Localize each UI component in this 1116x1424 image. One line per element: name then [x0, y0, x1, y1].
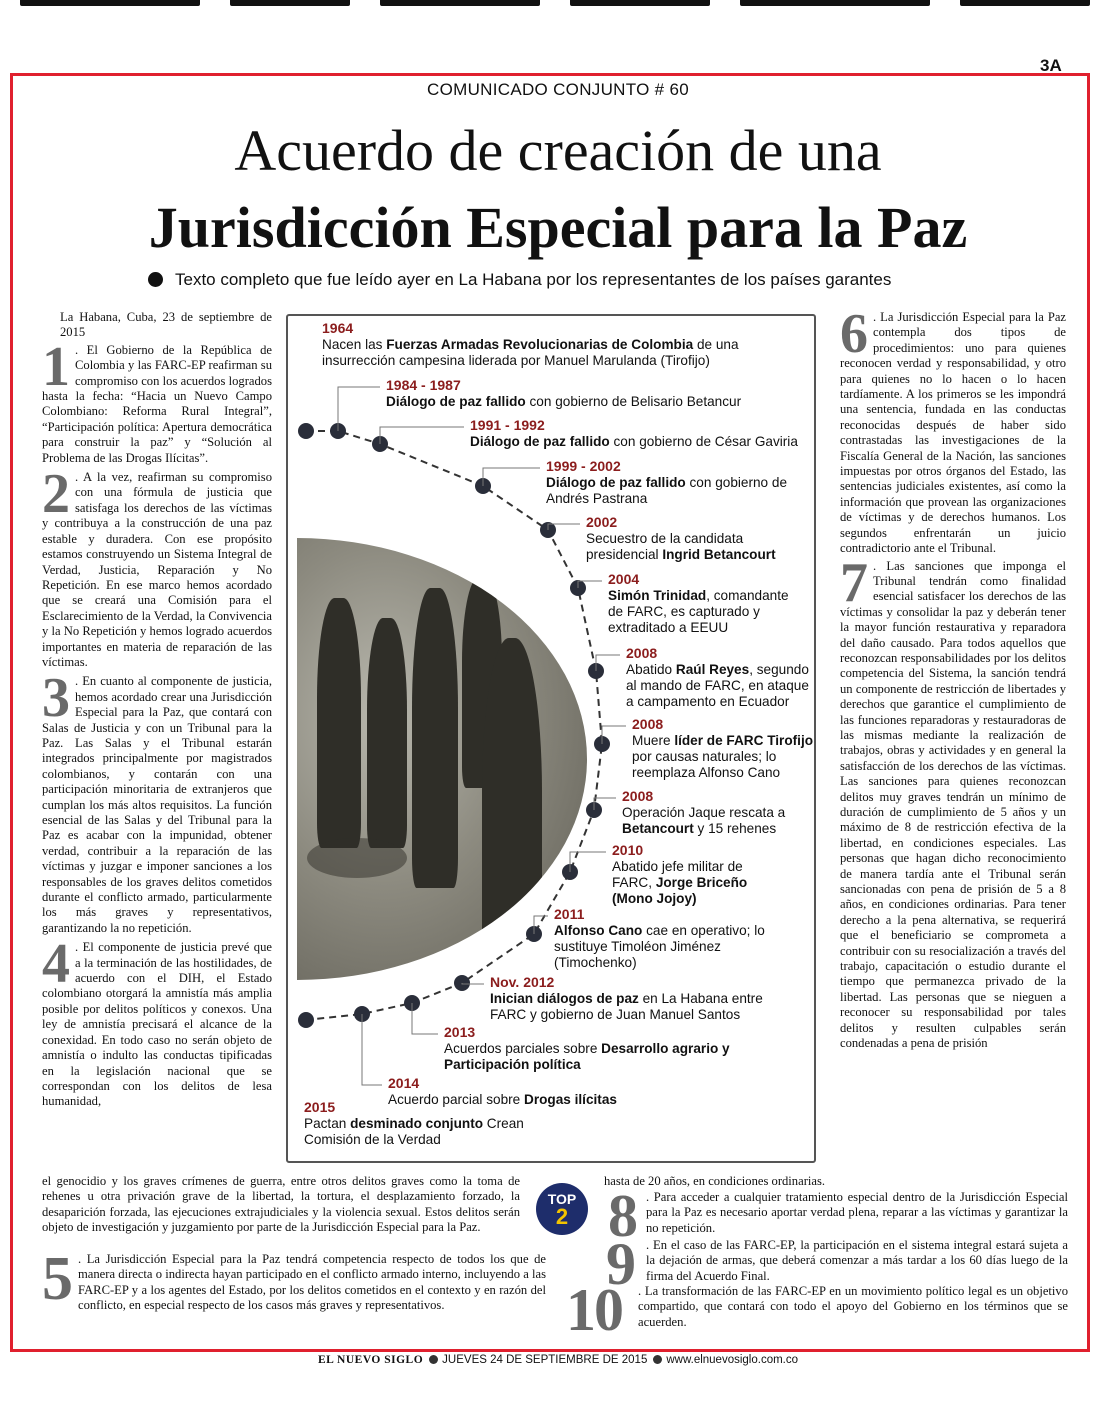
- timeline-event: [632, 716, 817, 781]
- timeline-text: , segundo al mando de FARC, en ataque a campamento en Ecuador: [626, 662, 809, 709]
- timeline-connector: [380, 427, 464, 444]
- timeline-connector: [362, 1014, 382, 1085]
- timeline-year: 2008: [632, 716, 664, 732]
- timeline-text: Acuerdos parciales sobre: [444, 1041, 602, 1056]
- timeline-dot: [298, 423, 314, 439]
- point-5: [42, 1245, 546, 1314]
- point-text: . A la vez, reafirman su compromiso con una fórmula de justicia que satisfaga los derechos de las víctimas y contribuya a la construcción de una paz estable y duradera. Con ese propósito estamos construyendo un Sistema Integral de Verdad, Justicia, Reparación y No Repetición. En ese marco hemos acordado que se creará una Comisión para el Esclarecimiento de la Verdad, la Convivencia y la No Repetición y hemos logrado acuerdos importantes en materia de reparación de las víctimas.: [42, 470, 272, 669]
- subtitle: [148, 270, 1048, 290]
- bullet-icon: [653, 1355, 662, 1364]
- timeline-text: y 15 rehenes: [693, 821, 777, 836]
- timeline-year: Nov. 2012: [490, 974, 555, 990]
- point-4-continuation: [42, 1174, 520, 1236]
- timeline-highlight: Fuerzas Armadas Revolucionarias de Colombia: [386, 337, 694, 352]
- timeline-event: [586, 514, 806, 563]
- point-text: . Para acceder a cualquier tratamiento especial dentro de la Jurisdicción Especial para la Paz es necesario aportar verdad plena, reparar a las víctimas y garantizar la no repetición.: [646, 1190, 1068, 1235]
- timeline-text: con gobierno de Belisario Betancur: [525, 394, 742, 409]
- timeline-year: 2013: [444, 1024, 476, 1040]
- point-text: . La Jurisdicción Especial para la Paz tendrá competencia respecto de todos los que de manera directa o indirecta hayan participado en el conflicto armado interno, incluyendo a las FARC-EP y a los agentes del Estado, por los delitos cometidos en el contexto y en razón del conflicto, en especial respecto de los casos más graves y representativos.: [78, 1252, 546, 1313]
- point-text: . La Jurisdicción Especial para la Paz contempla dos tipos de procedimientos: uno para quienes reconocen verdad y responsabilidad, y otro para quienes no lo hacen o lo hacen tardíamente. A los primeros se les impondrá una sentencia, fundada en las conductas reconocidas después de haber sido contrastadas las investigaciones de la Fiscalía General de la Nación, las sanciones impuestas por otros órganos del Estado, las sentencias judiciales existentes, así como la información que provean las organizaciones de víctimas y de derechos humanos. Los segundos enfrentarán un juicio contradictorio ante el Tribunal.: [840, 310, 1066, 556]
- timeline-year: 2004: [608, 571, 640, 587]
- timeline-highlight: líder de FARC Tirofijo: [674, 733, 814, 748]
- timeline-text: con gobierno de César Gaviria: [609, 434, 798, 449]
- point-text: el genocidio y los graves crímenes de guerra, entre otros delitos graves como la toma de rehenes u otra privación grave de la libertad, la tortura, el desplazamiento forzado, la desaparición forzada, las ejecuciones extrajudiciales y la violencia sexual. Estos delitos serán objeto de investigación y juzgamiento por parte de la Jurisdicción Especial para la Paz.: [42, 1174, 520, 1235]
- timeline-text: de una insurrección campesina liderada por Manuel Marulanda (Tirofijo): [322, 337, 739, 368]
- point-number: 9: [606, 1231, 636, 1297]
- bullet-icon: [148, 272, 163, 287]
- kicker: COMUNICADO CONJUNTO # 60: [427, 80, 689, 99]
- point-1: [42, 335, 272, 466]
- point-8: [608, 1183, 1068, 1249]
- timeline-highlight: Drogas ilícitas: [524, 1092, 617, 1107]
- timeline-highlight: Raúl Reyes: [675, 662, 750, 677]
- footer-url: www.elnuevosiglo.com.co: [666, 1354, 799, 1366]
- point-text: . El componente de justicia prevé que a la terminación de las hostilidades, de acuerdo con el DIH, el Estado colombiano otorgará la amnistía más amplia posible por delitos políticos y conexos. Una ley de amnistía precisará el alcance de la conexidad. En todo caso no serán objeto de amnistía o indulto las conductas tipificadas en la legislación nacional que se correspondan con los delitos de lesa humanidad,: [42, 940, 272, 1109]
- point-number: 1: [42, 335, 70, 398]
- timeline-highlight: Jorge Briceño (Mono Jojoy): [612, 875, 748, 906]
- point-text: . El Gobierno de la República de Colombia y las FARC-EP reafirman su compromiso con los acuerdos logrados hasta la fecha: “Hacia un Nuevo Campo Colombiano: Reforma Rural Integral”, “Participación política: Apertura democrática para construir la paz” y “Solución al Problema de las Drogas Ilícitas”.: [42, 342, 272, 465]
- left-column: [42, 310, 272, 1110]
- timeline-text: Abatido jefe militar de FARC,: [612, 859, 743, 890]
- footer-brand: EL NUEVO SIGLO: [317, 1354, 424, 1366]
- point-3: [42, 667, 272, 936]
- timeline-connector: [483, 468, 540, 486]
- timeline-event: [608, 571, 798, 636]
- point-number: 2: [42, 463, 70, 526]
- footer: [0, 1354, 1116, 1366]
- timeline-text: cae en operativo; lo sustituye Timoléon Jiménez (Timochenko): [554, 923, 765, 970]
- point-7-continuation: [604, 1174, 1074, 1189]
- point-2: [42, 463, 272, 670]
- timeline-highlight: Alfonso Cano: [554, 923, 643, 938]
- timeline-year: 2002: [586, 514, 618, 530]
- point-number: 8: [608, 1183, 638, 1249]
- top-2-badge: [536, 1183, 588, 1235]
- timeline-highlight: Diálogo de paz fallido: [546, 475, 686, 490]
- point-text: . Las sanciones que imponga el Tribunal tendrán como finalidad esencial satisfacer los derechos de las víctimas y consolidar la paz y deberán tener la mayor función restaurativa y reparadora del daño causado. Para todos aquellos que reconozcan responsabilidades por los delitos competencia del Sistema, la sanción tendrá un componente de restricción de libertades y derechos que garantice el cumplimiento de las funciones reparadoras y restauradoras de las mismas mediante la realización de trabajos, obras y actividades y en general la satisfacción de los derechos de las víctimas. Las sanciones para quienes reconozcan delitos muy graves tendrán un mínimo de duración de cumplimiento de 5 años y un máximo de 8 de restricción efectiva de la libertad, en condiciones especiales. Las personas que hagan dicho reconocimiento de manera tardía ante el Tribunal serán sancionadas con pena de prisión de 5 a 8 años, en condiciones ordinarias. Para tener derecho a la pena alternativa, se requerirá que el beneficiario se comprometa a contribuir con su resocialización a través del trabajo, capacitación o estudio durante el tiempo que permanezca privado de la libertad. Las personas que se nieguen a reconocer su responsabilidad por tales delitos y resulten culpables serán condenadas a pena de prisión: [840, 558, 1066, 1051]
- timeline-year: 1964: [322, 320, 354, 336]
- point-text: . La transformación de las FARC-EP en un movimiento político legal es un objetivo compartido, que contará con todo el apoyo del Gobierno en los términos que se acuerden.: [638, 1284, 1068, 1329]
- timeline-highlight: Diálogo de paz fallido: [386, 394, 526, 409]
- timeline-event: [304, 1099, 564, 1148]
- timeline-text: con gobierno de Andrés Pastrana: [546, 475, 788, 506]
- point-number: 7: [840, 551, 868, 614]
- timeline-text: Crean Comisión de la Verdad: [304, 1116, 524, 1147]
- timeline-text: Abatido: [626, 662, 676, 677]
- point-10: [566, 1277, 1068, 1343]
- timeline-dot: [298, 1012, 314, 1028]
- timeline-year: 2014: [388, 1075, 420, 1091]
- page-number: 3A: [1040, 56, 1062, 75]
- timeline-event: [612, 842, 782, 907]
- timeline-text: Muere: [632, 733, 675, 748]
- timeline-text: Pactan: [304, 1116, 351, 1131]
- timeline-event: [626, 645, 816, 710]
- timeline-highlight: Simón Trinidad: [608, 588, 707, 603]
- timeline-text: en La Habana entre FARC y gobierno de Juan Manuel Santos: [490, 991, 763, 1022]
- cropped-previous-page-strip: [0, 0, 1116, 60]
- timeline-text: Secuestro de la candidata presidencial: [586, 531, 744, 562]
- timeline-year: 2008: [626, 645, 658, 661]
- point-number: 3: [42, 667, 70, 730]
- timeline-event: [554, 906, 794, 971]
- point-number: 5: [42, 1245, 73, 1313]
- point-6: [840, 303, 1066, 557]
- timeline-event: [322, 320, 742, 369]
- point-number: 10: [566, 1277, 622, 1343]
- right-column: [840, 303, 1066, 1052]
- timeline-highlight: desminado conjunto: [350, 1116, 484, 1131]
- timeline-text: Nacen las: [322, 337, 387, 352]
- point-text: . En el caso de las FARC-EP, la participación en el sistema integral estará sujeta a la dejación de armas, que deberá comenzar a más tardar a los 60 días luego de la firma del Acuerdo Final.: [646, 1238, 1068, 1283]
- footer-date: JUEVES 24 DE SEPTIEMBRE DE 2015: [442, 1354, 648, 1366]
- timeline-event: [470, 417, 810, 450]
- timeline-highlight: Desarrollo agrario y Participación política: [444, 1041, 730, 1072]
- badge-number: 2: [555, 1204, 569, 1229]
- badge-label: TOP: [547, 1191, 577, 1207]
- point-text: . En cuanto al componente de justicia, hemos acordado crear una Jurisdicción Especial para la Paz, que contará con Salas de Justicia y con un Tribunal para la Paz. Las Salas y el Tribunal estarán integrados principalmente por magistrados colombianos, y contarán con una participación minoritaria de extranjeros que cumplan los más altos requisitos. La función esencial de las Salas y del Tribunal para la Paz es acabar con la impunidad, obtener verdad, contribuir a la reparación de las víctimas y juzgar e imponer sanciones a los responsables de los graves delitos cometidos durante el conflicto armado, particularmente los más graves y representativos, garantizando la no repetición.: [42, 674, 272, 935]
- point-9: [606, 1231, 1068, 1297]
- timeline-event: [622, 788, 792, 837]
- timeline-event: [490, 974, 800, 1023]
- timeline-event: [546, 458, 796, 507]
- timeline-year: 2008: [622, 788, 654, 804]
- timeline-year: 1999 - 2002: [546, 458, 621, 474]
- headline-line-1: Acuerdo de creación de una: [234, 118, 882, 183]
- point-7: [840, 551, 1066, 1052]
- bullet-icon: [429, 1355, 438, 1364]
- point-number: 4: [42, 933, 70, 996]
- headline-line-2: Jurisdicción Especial para la Paz: [148, 195, 968, 260]
- timeline-highlight: Inician diálogos de paz: [490, 991, 639, 1006]
- timeline-text: Operación Jaque rescata a: [622, 805, 786, 820]
- timeline-year: 2015: [304, 1099, 336, 1115]
- timeline-text: por causas naturales; lo reemplaza Alfonso Cano: [632, 749, 781, 780]
- timeline-year: 1984 - 1987: [386, 377, 461, 393]
- timeline-event: [444, 1024, 774, 1073]
- point-text: hasta de 20 años, en condiciones ordinarias.: [604, 1174, 826, 1188]
- timeline-highlight: Betancourt: [622, 821, 694, 836]
- timeline-year: 2010: [612, 842, 644, 858]
- point-number: 6: [840, 303, 868, 365]
- point-4: [42, 933, 272, 1109]
- dateline: La Habana, Cuba, 23 de septiembre de 2015: [60, 310, 272, 340]
- timeline-highlight: Diálogo de paz fallido: [470, 434, 610, 449]
- timeline-connector: [338, 387, 380, 431]
- subtitle-text: Texto completo que fue leído ayer en La Habana por los representantes de los países garantes: [175, 270, 892, 289]
- timeline-year: 1991 - 1992: [470, 417, 545, 433]
- timeline-event: [386, 377, 786, 410]
- timeline-text: , comandante de FARC, es capturado y extraditado a EEUU: [608, 588, 789, 635]
- timeline-text: Acuerdo parcial sobre: [388, 1092, 525, 1107]
- timeline-year: 2011: [554, 906, 585, 922]
- timeline-highlight: Ingrid Betancourt: [662, 547, 776, 562]
